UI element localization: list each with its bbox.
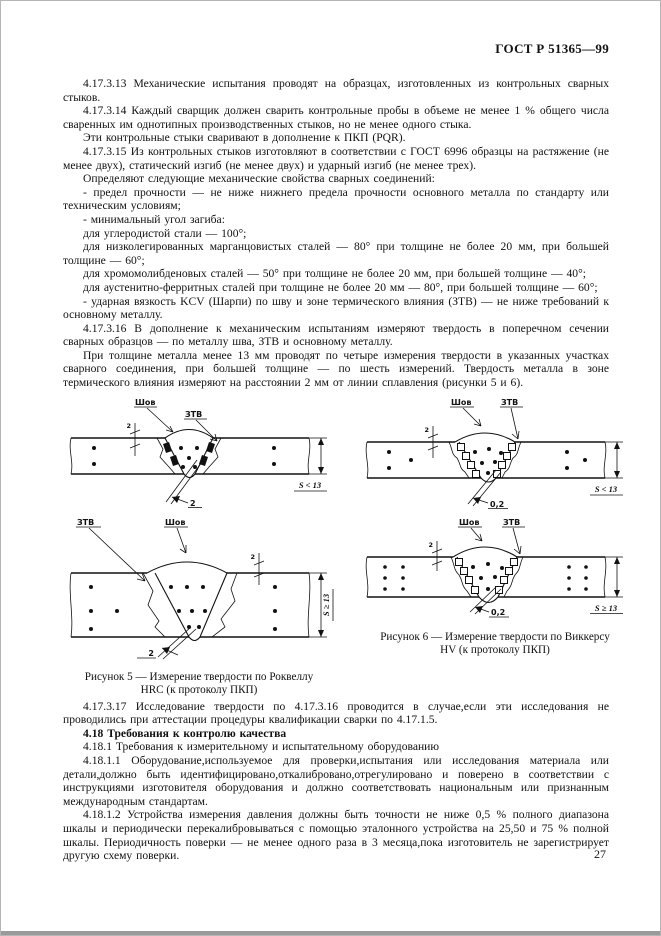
thickness-value: S < 13 <box>298 479 322 490</box>
paragraph: - минимальный угол загиба: <box>83 212 225 226</box>
hardness-points <box>92 446 276 469</box>
thickness-dimension <box>309 573 333 637</box>
thickness-value: S < 13 <box>594 483 618 494</box>
weld-seam-label-text: Шов <box>135 397 156 407</box>
figure-5-caption-line2: HRC (к протоколу ПКП) <box>140 684 258 697</box>
thickness-dimension <box>590 442 623 495</box>
paragraph: 4.17.3.17 Исследование твердости по 4.17.3.16 проводится в случае,если эти исследования не проводились при аттестации процедуры квалификации сварки по 4.17.1.5. <box>63 699 609 727</box>
haz-label-text: ЗТВ <box>501 397 519 407</box>
hardness-points <box>387 447 587 475</box>
haz-label <box>500 398 523 439</box>
haz-offset-value: 2 <box>428 540 433 549</box>
haz-offset-dimension <box>237 553 269 585</box>
thickness-value: S ≥ 13 <box>594 602 618 613</box>
fig6-thick-weld-diagram <box>355 517 635 621</box>
paragraph: - ударная вязкость KCV (Шарпи) по шву и зоне термического влияния (ЗТВ) — не ниже требований к основному металлу. <box>63 294 609 322</box>
paragraph: для низколегированных марганцовистых сталей — 80° при толщине не более 20 мм, при большей толщине — 60°; <box>63 240 609 267</box>
haz-label-text: ЗТВ <box>503 517 521 527</box>
paragraph: 4.17.3.16 В дополнение к механическим испытаниям измеряют твердость в поперечном сечении сварных образцов — по металлу шва, ЗТВ и основному металлу. <box>63 321 609 349</box>
document-code: ГОСТ Р 51365—99 <box>495 41 609 56</box>
haz-offset-value: 2 <box>250 552 255 561</box>
plate-outline <box>70 438 310 474</box>
figure-6-caption-line1: Рисунок 6 — Измерение твердости по Виккерсу <box>380 630 610 643</box>
page-number: 27 <box>594 847 606 861</box>
thickness-dimension <box>294 438 327 491</box>
haz-label <box>502 518 525 554</box>
hardness-points <box>383 562 588 591</box>
weld-seam-label <box>450 398 481 426</box>
paragraph: Определяют следующие механические свойства сварных соединений: <box>83 172 435 186</box>
haz-offset-dimension <box>419 426 449 458</box>
weld-seam-label <box>458 518 482 541</box>
fusion-offset-value: 2 <box>148 648 154 658</box>
section-heading: 4.18 Требования к контролю качества <box>83 726 287 740</box>
figure-5 <box>59 396 339 698</box>
plate-outline <box>366 442 606 478</box>
haz-offset-dimension <box>125 422 155 456</box>
thickness-value: S ≥ 13 <box>321 593 331 616</box>
haz-label-text: ЗТВ <box>77 517 95 527</box>
paragraph: для аустенитно-ферритных сталей при толщине не более 20 мм — 80°, при большей толщине — 60°; <box>83 280 598 294</box>
paragraph: Эти контрольные стыки сваривают в дополнение к ПКП (PQR). <box>83 131 406 145</box>
weld-seam-label-text: Шов <box>165 517 186 527</box>
haz-offset-value: 2 <box>424 425 429 434</box>
haz-label <box>76 518 145 581</box>
weld-seam-label-text: Шов <box>451 397 472 407</box>
haz-offset-value: 2 <box>126 421 131 430</box>
paragraph: для углеродистой стали — 100°; <box>83 226 247 240</box>
fig5-thin-weld-diagram <box>59 396 339 510</box>
fusion-offset-line <box>137 627 196 659</box>
paragraph: для хромомолибденовых сталей — 50° при толщине не более 20 мм, при большей толщине — 40°; <box>83 267 586 281</box>
fusion-offset-value: 2 <box>190 498 196 508</box>
scan-edge <box>1 931 660 935</box>
paragraph: - предел прочности — не ниже нижнего предела прочности основного металла по стандарту или техническим условиям; <box>63 185 609 213</box>
fusion-offset-value: 0,2 <box>490 499 505 509</box>
paragraph: 4.18.1.2 Устройства измерения давления должны быть точности не ниже 0,5 % полного диапазона шкалы и периодически перекалибровываться с помощью эталонного устройства на 25,50 и 75 % полной шкалы. Периодичность поверки — не менее одного раза в 3 месяца,пока изготовитель не зарегистрирует другую схему поверки. <box>63 808 609 863</box>
paragraph: 4.17.3.15 Из контрольных стыков изготовляют в соответствии с ГОСТ 6996 образцы на растяжение (не менее двух), статический изгиб (не менее двух) и ударный изгиб (не менее трех). <box>63 144 609 172</box>
figure-6-caption <box>380 631 610 658</box>
figures-row <box>59 396 645 698</box>
hardness-points <box>89 585 277 631</box>
figure-5-caption <box>85 671 314 698</box>
paragraph: При толщине металла менее 13 мм проводят по четыре измерения твердости в указанных участках сварного соединения, при большей толщине — по шесть измерений. Твердость металла в зоне термического влияния измеряют на расстоянии 2 мм от линии сплавления (рисунки 5 и 6). <box>63 348 609 390</box>
thickness-dimension <box>590 557 623 614</box>
weld-seam-label <box>134 398 173 432</box>
weld-seam-label-text: Шов <box>459 517 480 527</box>
haz-label <box>184 410 217 441</box>
paragraph: 4.17.3.13 Механические испытания проводят на образцах, изготовленных из контрольных сварных стыков. <box>63 77 609 104</box>
figure-6 <box>355 396 635 698</box>
fig5-thick-weld-diagram <box>59 515 339 661</box>
fusion-offset-value: 0,2 <box>491 607 506 617</box>
paragraph: 4.18.1.1 Оборудование,используемое для проверки,испытания или исследования материала или детали,должно быть идентифицировано,откалибровано,отрегулировано и поверено в соответствии с инструкциями изготовителя оборудования и должно соответствовать национальным или признанным международным стандартам. <box>63 754 609 808</box>
haz-offset-dimension <box>421 541 451 571</box>
weld-seam-label <box>164 518 188 553</box>
paragraph: 4.18.1 Требования к измерительному и испытательному оборудованию <box>83 740 440 754</box>
paragraph: 4.17.3.14 Каждый сварщик должен сварить контрольные пробы в объеме не менее 1 % общего числа сваренных им однотипных производственных стыков, но не менее одного стыка. <box>63 104 609 131</box>
figure-5-caption-line1: Рисунок 5 — Измерение твердости по Роквеллу <box>84 670 314 683</box>
figure-6-caption-line2: HV (к протоколу ПКП) <box>440 644 550 657</box>
fig6-thin-weld-diagram <box>355 396 635 512</box>
haz-label-text: ЗТВ <box>185 409 203 419</box>
